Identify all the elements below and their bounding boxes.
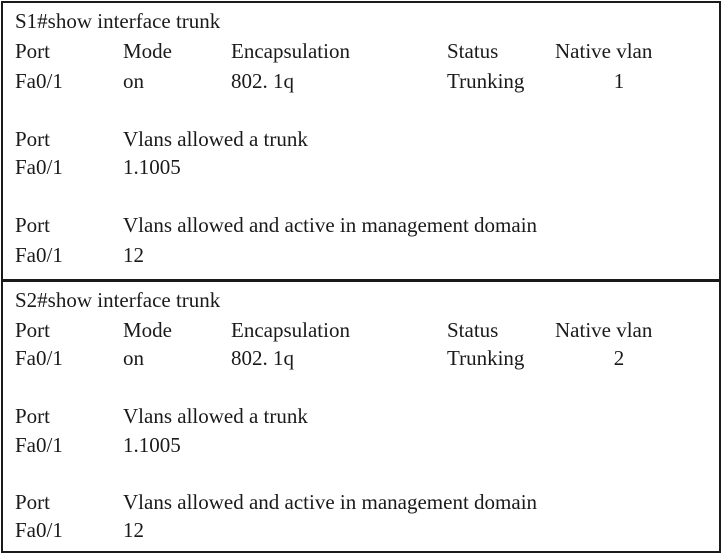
s1-header-native-vlan: Native vlan	[555, 39, 653, 63]
s1-command: S1#show interface trunk	[15, 9, 221, 33]
s2-active-vlans-header: Vlans allowed and active in management domain	[123, 490, 538, 514]
s2-row-native-vlan: 2	[613, 346, 625, 370]
s1-header-port: Port	[15, 39, 51, 63]
s1-active-port: Fa0/1	[15, 243, 63, 267]
s2-header-native-vlan: Native vlan	[555, 318, 653, 342]
s1-active-vlans-header: Vlans allowed and active in management domain	[123, 213, 538, 237]
s2-row-port: Fa0/1	[15, 346, 63, 370]
s2-row-mode: on	[123, 346, 144, 370]
s2-header-mode: Mode	[123, 318, 172, 342]
s1-row-port: Fa0/1	[15, 69, 63, 93]
s1-allowed-port: Fa0/1	[15, 155, 63, 179]
s2-allowed-port-header: Port	[15, 404, 51, 428]
s1-active-port-header: Port	[15, 213, 51, 237]
s2-header-status: Status	[447, 318, 499, 342]
s2-row-encapsulation: 802. 1q	[231, 346, 294, 370]
s1-allowed-port-header: Port	[15, 127, 51, 151]
s1-row-mode: on	[123, 69, 144, 93]
s2-row-status: Trunking	[447, 346, 525, 370]
trunk-output-frame	[1, 1, 721, 553]
s1-row-native-vlan: 1	[613, 69, 625, 93]
s2-allowed-port: Fa0/1	[15, 433, 63, 457]
s1-active-vlans: 12	[123, 243, 144, 267]
s1-row-status: Trunking	[447, 69, 525, 93]
s1-header-status: Status	[447, 39, 499, 63]
s2-allowed-vlans: 1.1005	[123, 433, 181, 457]
s2-active-port: Fa0/1	[15, 518, 63, 542]
s1-allowed-vlans-header: Vlans allowed a trunk	[123, 127, 308, 151]
s2-active-port-header: Port	[15, 490, 51, 514]
s2-header-encapsulation: Encapsulation	[231, 318, 350, 342]
s2-trunk-panel	[3, 282, 719, 551]
s1-header-encapsulation: Encapsulation	[231, 39, 350, 63]
s1-allowed-vlans: 1.1005	[123, 155, 181, 179]
s2-active-vlans: 12	[123, 518, 144, 542]
s2-command: S2#show interface trunk	[15, 288, 221, 312]
s1-header-mode: Mode	[123, 39, 172, 63]
s2-header-port: Port	[15, 318, 51, 342]
s2-allowed-vlans-header: Vlans allowed a trunk	[123, 404, 308, 428]
s1-row-encapsulation: 802. 1q	[231, 69, 294, 93]
s1-trunk-panel	[3, 3, 719, 279]
